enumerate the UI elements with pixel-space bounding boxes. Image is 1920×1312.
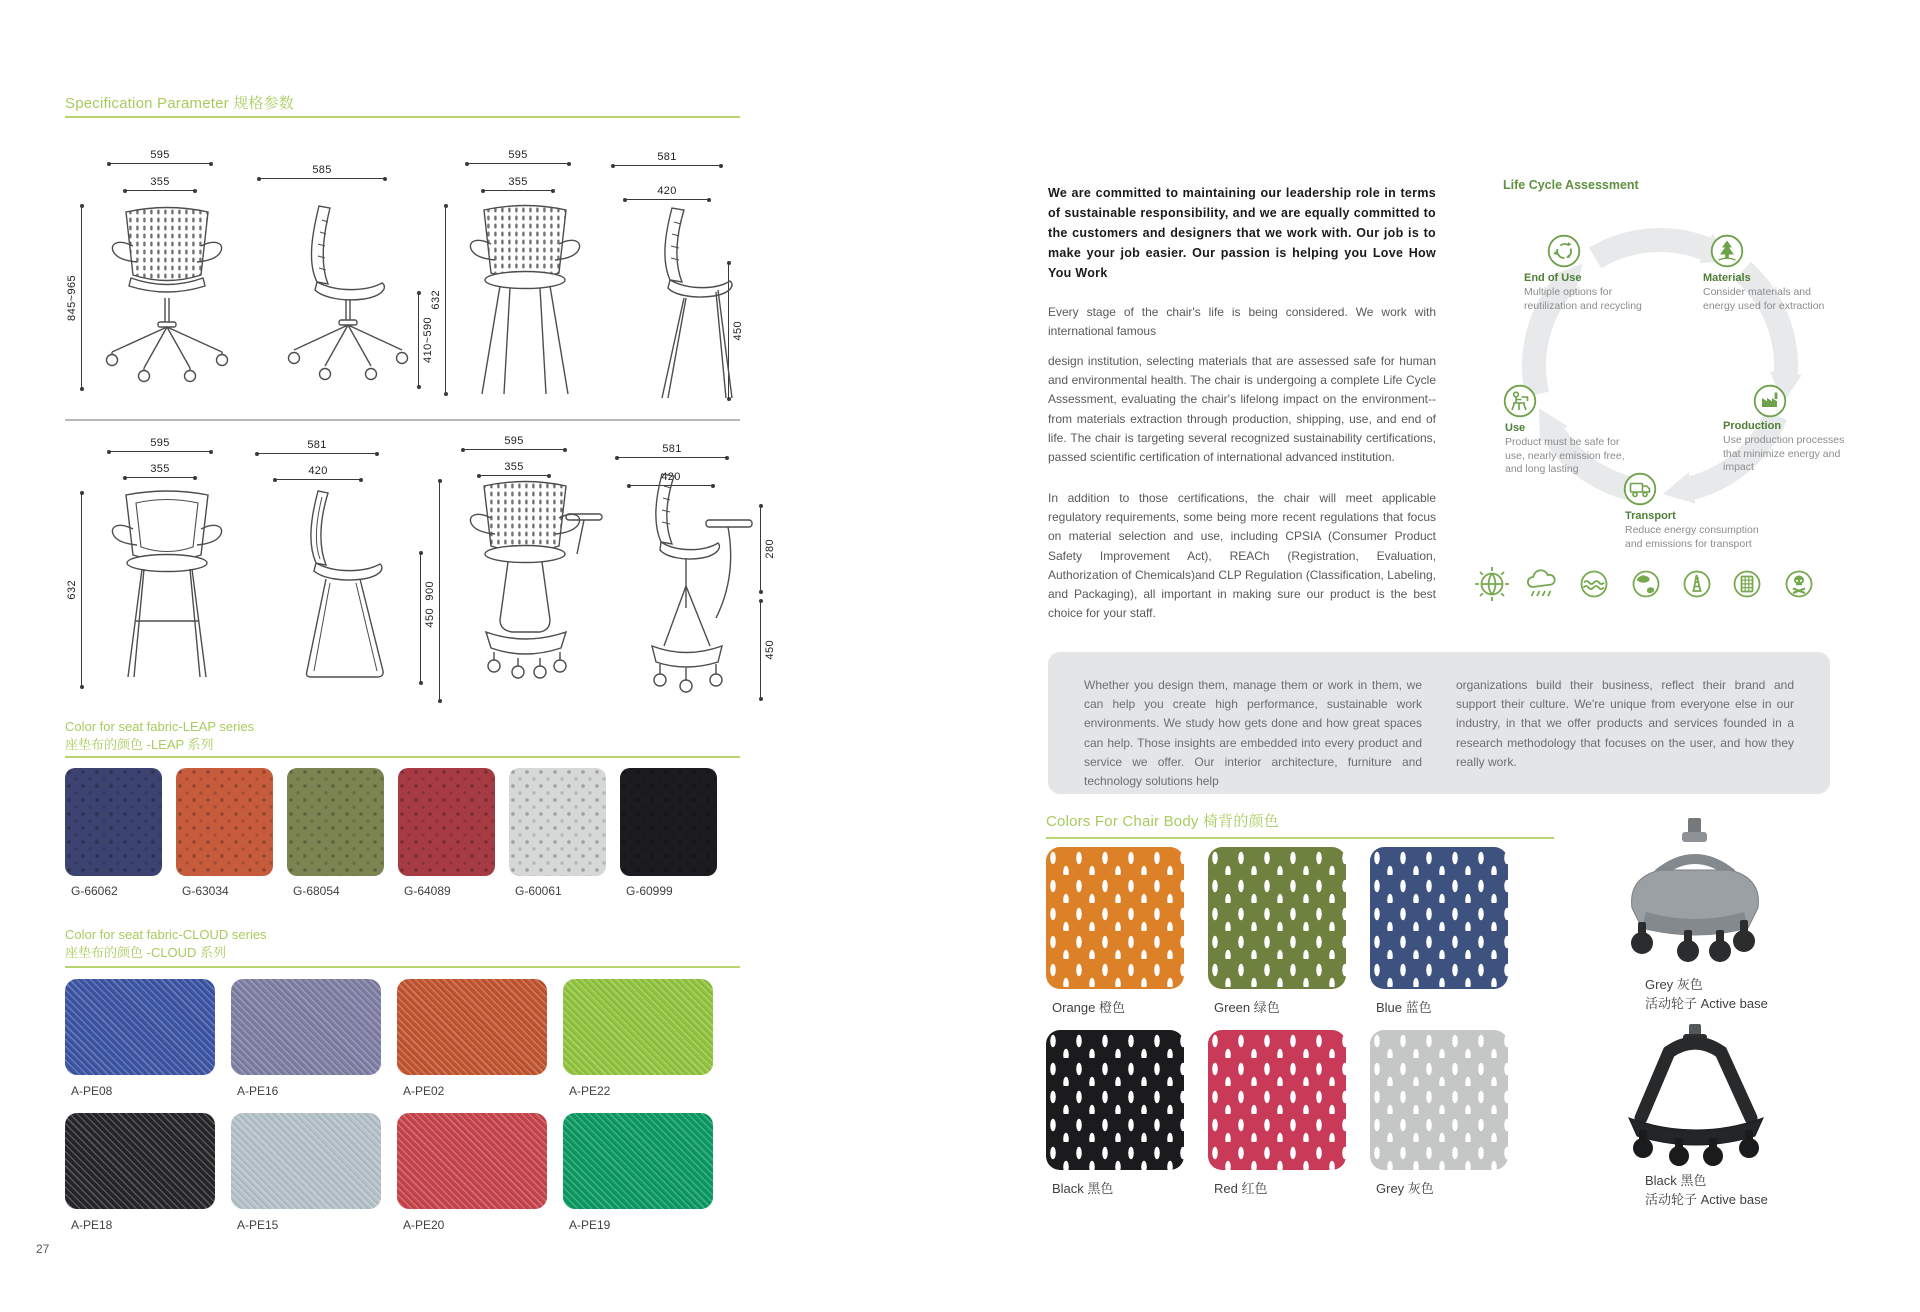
dimension-label: 450 xyxy=(732,321,744,341)
dimension-label: 355 xyxy=(150,463,170,475)
dimension-h xyxy=(124,464,196,478)
paragraph-2: design institution, selecting materials that are assessed safe for human and environmental health. The chair is undergoing a complete Life Cycle Assessment, evaluating the chair's lifelong impact on the environment--from materials extraction through production, shipping, use, and end of life. The chair is targeting several recognized sustainability certifications, passed scientific certification of international advanced institution. xyxy=(1048,354,1436,464)
dimension-label: 280 xyxy=(764,539,776,559)
water-waves-icon xyxy=(1572,562,1616,606)
fabric-swatch-cloud xyxy=(397,979,547,1075)
fabric-code: A-PE19 xyxy=(569,1218,611,1232)
statement-col-1: Whether you design them, manage them or work in them, we can help you create high performance, sustainable work environments. We study how gets done and how great spaces can help. Those insights are embedded into every product and service we offer. Our interior architecture, furniture and technology solutions help xyxy=(1084,678,1422,788)
body-colors-title: Colors For Chair Body 椅背的颜色 xyxy=(1046,813,1279,830)
dimension-label: 595 xyxy=(150,437,170,449)
fabric-swatch-cloud xyxy=(231,1113,381,1209)
dimension-label: 632 xyxy=(66,580,78,600)
dimension-h xyxy=(108,150,212,164)
fabric-swatch-leap xyxy=(176,768,273,876)
row-divider xyxy=(65,419,740,421)
lca-node-end-of-use xyxy=(1524,272,1646,313)
paragraph-3: In addition to those certifications, the chair will meet applicable regulatory requirements, some being more recent regulations that focus on material selection and use, including CPSIA (Consumer Product Safety Improvement Act), REACh (Registration, Evaluation, Authorization of Chemicals)and CLP Regulation (Classification, Labeling, and Packaging), all important in making sure our product is the best choice for your staff. xyxy=(1048,491,1436,621)
dimension-h xyxy=(462,436,566,450)
dimension-label: 420 xyxy=(308,465,328,477)
lca-title: Life Cycle Assessment xyxy=(1503,178,1639,192)
lca-node-production xyxy=(1723,420,1851,475)
cloud-underline xyxy=(65,966,740,968)
dimension-label: 900 xyxy=(424,581,436,601)
cloud-title-en: Color for seat fabric-CLOUD series xyxy=(65,927,267,942)
body-color-label: Black 黑色 xyxy=(1052,1181,1114,1196)
body-color-label: Orange 橙色 xyxy=(1052,1000,1125,1015)
dimension-label: 581 xyxy=(307,439,327,451)
dimension-h xyxy=(624,186,710,200)
fabric-swatch-cloud xyxy=(397,1113,547,1209)
dimension-h xyxy=(616,444,728,458)
black-base-label xyxy=(1645,1172,1768,1210)
title-underline xyxy=(65,116,740,118)
drawing-side-tablet-chair xyxy=(618,468,758,703)
drawing-front-four-leg-chair xyxy=(450,198,600,398)
drawing-front-swivel-chair xyxy=(92,200,242,390)
intro-paragraph: We are committed to maintaining our leadership role in terms of sustainable responsibility, and we are equally committed to the customers and designers that we work with. Our job is to make your job easier. Our passion is helping you Love How You Work xyxy=(1048,186,1436,280)
fabric-code: G-66062 xyxy=(71,884,118,898)
body-color-swatch xyxy=(1046,1030,1184,1170)
factory-icon xyxy=(1753,384,1787,418)
dimension-h xyxy=(258,165,386,179)
dimension-label: 420 xyxy=(657,185,677,197)
lca-node-desc: Consider materials and energy used for extraction xyxy=(1703,286,1825,312)
fabric-code: G-60061 xyxy=(515,884,562,898)
drawing-front-frame-chair xyxy=(92,485,242,685)
rain-cloud-icon xyxy=(1520,562,1564,606)
base-color-name: Grey 灰色 xyxy=(1645,977,1703,992)
globe-icon xyxy=(1624,562,1668,606)
fabric-code: G-60999 xyxy=(626,884,673,898)
fabric-code: A-PE15 xyxy=(237,1218,279,1232)
dimension-v xyxy=(760,505,776,593)
fabric-swatch-leap xyxy=(620,768,717,876)
lca-node-desc: Product must be safe for use, nearly emission free, and long lasting xyxy=(1505,436,1625,476)
fabric-code: A-PE16 xyxy=(237,1084,279,1098)
body-color-swatch xyxy=(1370,1030,1508,1170)
dimension-label: 595 xyxy=(150,149,170,161)
fabric-swatch-cloud xyxy=(65,1113,215,1209)
dimension-v xyxy=(760,600,776,700)
statement-col-2: organizations build their business, reflect their brand and support their culture. We're unique from everyone else in our industry, in that we offer products and services founded in a research methodology that focuses on the user, and how they really work. xyxy=(1456,678,1794,769)
lca-node-title: Use xyxy=(1505,422,1526,434)
dimension-label: 410~590 xyxy=(422,317,434,363)
oil-derrick-icon xyxy=(1675,562,1719,606)
fabric-swatch-leap xyxy=(65,768,162,876)
leap-title-cn: 座垫布的颜色 -LEAP 系列 xyxy=(65,736,214,752)
fabric-code: G-64089 xyxy=(404,884,451,898)
dimension-h xyxy=(256,440,378,454)
drawing-side-sled-chair xyxy=(262,485,412,685)
dimension-h xyxy=(466,150,570,164)
fabric-swatch-leap xyxy=(509,768,606,876)
sun-globe-icon xyxy=(1470,562,1514,606)
paragraph-1: Every stage of the chair's life is being considered. We work with international famous xyxy=(1048,305,1436,339)
lca-node-title: Transport xyxy=(1625,510,1676,522)
body-color-swatch xyxy=(1370,847,1508,989)
company-statement-box xyxy=(1048,652,1830,794)
dimension-v xyxy=(424,480,440,702)
dimension-label: 450 xyxy=(424,608,436,628)
black-active-base-photo xyxy=(1605,1022,1790,1174)
fabric-code: A-PE02 xyxy=(403,1084,445,1098)
base-type-name: 活动轮子 Active base xyxy=(1645,995,1768,1011)
fabric-code: A-PE22 xyxy=(569,1084,611,1098)
dimension-label: 585 xyxy=(312,164,332,176)
lca-node-desc: Multiple options for reutilization and recycling xyxy=(1524,286,1642,312)
dimension-label: 355 xyxy=(508,176,528,188)
leap-underline xyxy=(65,756,740,758)
chair-use-icon xyxy=(1503,384,1537,418)
fabric-code: A-PE08 xyxy=(71,1084,113,1098)
fabric-swatch-cloud xyxy=(231,979,381,1075)
body-color-label: Blue 蓝色 xyxy=(1376,1000,1432,1015)
fabric-swatch-cloud xyxy=(563,979,713,1075)
lca-node-title: Materials xyxy=(1703,272,1751,284)
grey-active-base-photo xyxy=(1598,812,1793,974)
dimension-h xyxy=(612,152,722,166)
dimension-v xyxy=(66,205,82,390)
dimension-label: 450 xyxy=(764,640,776,660)
body-color-swatch xyxy=(1208,1030,1346,1170)
body-color-swatch xyxy=(1046,847,1184,989)
dimension-label: 595 xyxy=(504,435,524,447)
dimension-h xyxy=(274,466,362,480)
lca-node-desc: Reduce energy consumption and emissions for transport xyxy=(1625,524,1759,550)
battery-grid-icon xyxy=(1725,562,1769,606)
dimension-label: 420 xyxy=(661,471,681,483)
base-color-name: Black 黑色 xyxy=(1645,1173,1707,1188)
dimension-h xyxy=(108,438,212,452)
dimension-label: 632 xyxy=(430,290,442,310)
body-color-swatch xyxy=(1208,847,1346,989)
dimension-label: 845~965 xyxy=(66,274,78,321)
dimension-h xyxy=(482,177,554,191)
fabric-swatch-cloud xyxy=(65,979,215,1075)
dimension-label: 581 xyxy=(662,443,682,455)
lca-node-title: Production xyxy=(1723,420,1782,432)
body-color-label: Green 绿色 xyxy=(1214,1000,1280,1015)
fabric-swatch-cloud xyxy=(563,1113,713,1209)
leap-section-title xyxy=(65,718,254,753)
body-color-label: Red 红色 xyxy=(1214,1181,1268,1196)
base-type-name: 活动轮子 Active base xyxy=(1645,1191,1768,1207)
dimension-h xyxy=(124,177,196,191)
cloud-title-cn: 座垫布的颜色 -CLOUD 系列 xyxy=(65,944,227,960)
fabric-swatch-leap xyxy=(287,768,384,876)
skull-crossbones-icon xyxy=(1777,562,1821,606)
page-number: 27 xyxy=(36,1242,50,1256)
fabric-swatch-leap xyxy=(398,768,495,876)
lca-node-transport xyxy=(1625,510,1767,551)
body-color-label: Grey 灰色 xyxy=(1376,1181,1434,1196)
cloud-section-title xyxy=(65,926,267,961)
tree-icon xyxy=(1710,234,1744,268)
recycle-icon xyxy=(1547,234,1581,268)
dimension-label: 581 xyxy=(657,151,677,163)
lca-node-desc: Use production processes that minimize energy and impact xyxy=(1723,434,1845,474)
drawing-side-four-leg-chair xyxy=(612,202,752,402)
body-colors-underline xyxy=(1046,837,1554,839)
dimension-label: 355 xyxy=(504,461,524,473)
dimension-v xyxy=(430,205,446,395)
dimension-label: 595 xyxy=(508,149,528,161)
fabric-code: A-PE20 xyxy=(403,1218,445,1232)
page-title: Specification Parameter 规格参数 xyxy=(65,95,295,112)
grey-base-label xyxy=(1645,976,1768,1014)
drawing-side-swivel-chair xyxy=(262,200,412,386)
leap-title-en: Color for seat fabric-LEAP series xyxy=(65,719,255,734)
fabric-code: G-68054 xyxy=(293,884,340,898)
lca-node-use xyxy=(1505,422,1637,477)
drawing-front-tablet-chair xyxy=(446,474,606,704)
fabric-code: G-63034 xyxy=(182,884,229,898)
fabric-code: A-PE18 xyxy=(71,1218,113,1232)
truck-icon xyxy=(1623,472,1657,506)
dimension-label: 355 xyxy=(150,176,170,188)
lca-node-title: End of Use xyxy=(1524,272,1582,284)
lca-node-materials xyxy=(1703,272,1835,313)
dimension-v xyxy=(66,492,82,688)
